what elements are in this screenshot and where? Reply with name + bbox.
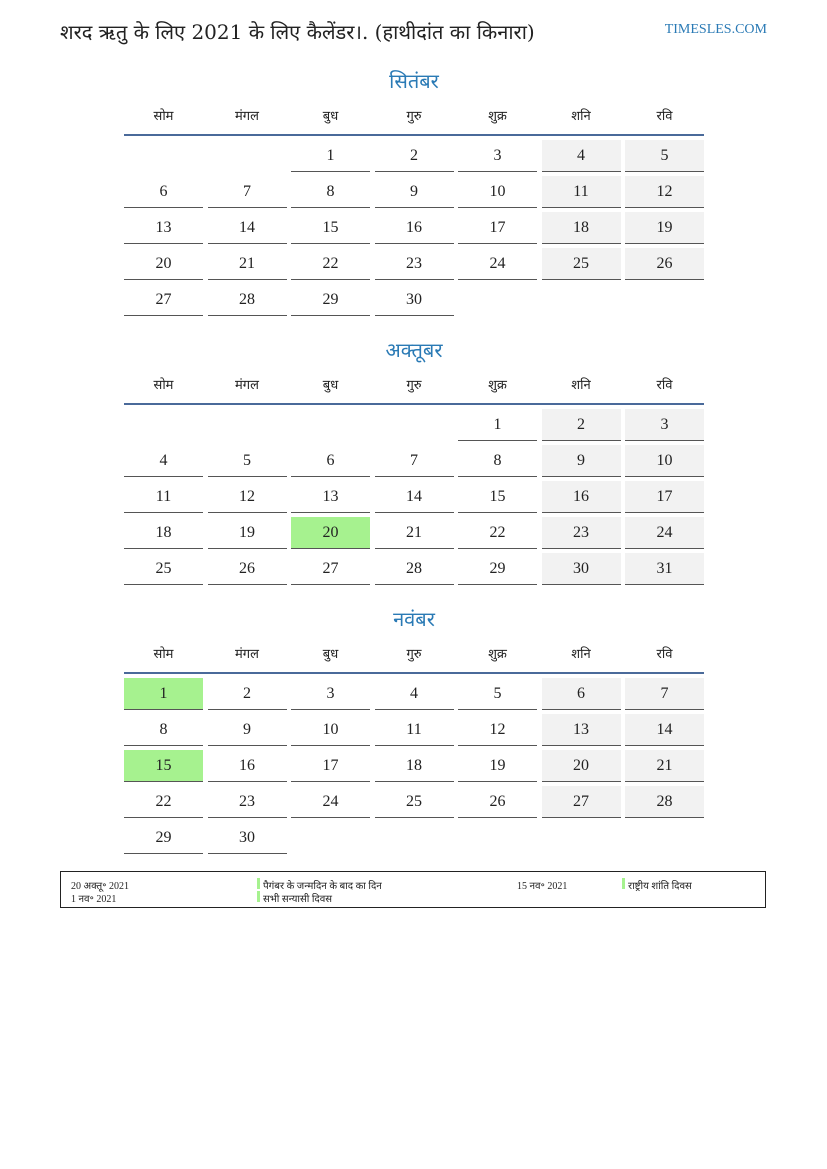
page-title: शरद ऋतु के लिए 2021 के लिए कैलेंडर।. (हाथीदांत का किनारा)	[60, 20, 535, 44]
day-cell: 23	[375, 248, 454, 280]
day-cell: 26	[458, 786, 537, 818]
weekday-wed: बुध	[322, 647, 339, 662]
day-cell: 30	[208, 822, 287, 854]
day-cell: 3	[291, 678, 370, 710]
day-cell: 22	[291, 248, 370, 280]
day-cell: 10	[291, 714, 370, 746]
day-cell: 11	[375, 714, 454, 746]
day-cell: 8	[291, 176, 370, 208]
day-cell: 8	[458, 445, 537, 477]
day-cell: 11	[542, 176, 621, 208]
day-cell: 30	[542, 553, 621, 585]
day-cell: 2	[375, 140, 454, 172]
day-grid	[124, 678, 704, 854]
day-cell: 16	[375, 212, 454, 244]
day-cell: 26	[208, 553, 287, 585]
weekday-thu: गुरु	[406, 378, 422, 393]
weekday-sun: रवि	[656, 378, 673, 393]
legend-date: 1 नव॰ 2021	[71, 894, 117, 905]
brand-link[interactable]: TIMESLES.COM	[664, 22, 767, 37]
day-cell: 13	[542, 714, 621, 746]
day-cell: 1	[291, 140, 370, 172]
legend-label: पैगंबर के जन्मदिन के बाद का दिन	[257, 878, 382, 892]
day-cell: 14	[208, 212, 287, 244]
day-cell: 20	[124, 248, 203, 280]
weekday-sat: शनि	[571, 378, 591, 393]
day-cell: 16	[208, 750, 287, 782]
weekday-fri: शुक्र	[488, 647, 507, 662]
day-cell: 27	[291, 553, 370, 585]
weekday-tue: मंगल	[235, 378, 259, 393]
day-cell: 21	[375, 517, 454, 549]
day-cell: 7	[625, 678, 704, 710]
day-cell: 16	[542, 481, 621, 513]
day-cell: 4	[124, 445, 203, 477]
day-cell: 12	[208, 481, 287, 513]
empty-cell	[291, 409, 370, 441]
month-november	[124, 604, 704, 854]
weekday-sat: शनि	[571, 109, 591, 124]
day-grid	[124, 140, 704, 316]
empty-cell	[208, 140, 287, 172]
weekday-mon: सोम	[153, 647, 174, 662]
day-cell: 15	[291, 212, 370, 244]
day-cell: 4	[375, 678, 454, 710]
day-cell: 29	[458, 553, 537, 585]
weekday-mon: सोम	[153, 378, 174, 393]
month-title: नवंबर	[393, 607, 435, 631]
day-cell: 19	[208, 517, 287, 549]
day-cell: 5	[458, 678, 537, 710]
weekday-tue: मंगल	[235, 647, 259, 662]
holiday-cell: 15	[124, 750, 203, 782]
empty-cell	[124, 409, 203, 441]
day-cell: 9	[208, 714, 287, 746]
weekday-sat: शनि	[571, 647, 591, 662]
day-cell: 3	[458, 140, 537, 172]
day-cell: 27	[542, 786, 621, 818]
day-cell: 7	[375, 445, 454, 477]
legend-label: सभी सन्यासी दिवस	[257, 891, 332, 905]
day-cell: 1	[458, 409, 537, 441]
legend-date: 15 नव॰ 2021	[517, 881, 568, 892]
day-cell: 24	[291, 786, 370, 818]
day-cell: 18	[124, 517, 203, 549]
weekday-thu: गुरु	[406, 109, 422, 124]
weekday-wed: बुध	[322, 378, 339, 393]
month-title: अक्तूबर	[385, 338, 443, 362]
month-title: सितंबर	[389, 69, 439, 93]
day-cell: 17	[458, 212, 537, 244]
day-cell: 18	[375, 750, 454, 782]
day-cell: 10	[458, 176, 537, 208]
day-cell: 11	[124, 481, 203, 513]
day-cell: 25	[375, 786, 454, 818]
day-cell: 12	[458, 714, 537, 746]
day-cell: 8	[124, 714, 203, 746]
day-cell: 22	[458, 517, 537, 549]
weekday-thu: गुरु	[406, 647, 422, 662]
day-cell: 3	[625, 409, 704, 441]
empty-cell	[208, 409, 287, 441]
day-cell: 19	[458, 750, 537, 782]
day-cell: 13	[124, 212, 203, 244]
day-cell: 7	[208, 176, 287, 208]
day-cell: 30	[375, 284, 454, 316]
day-cell: 26	[625, 248, 704, 280]
weekday-header	[124, 96, 704, 136]
holiday-legend	[60, 871, 766, 908]
day-cell: 23	[542, 517, 621, 549]
weekday-fri: शुक्र	[488, 378, 507, 393]
day-cell: 13	[291, 481, 370, 513]
day-cell: 28	[208, 284, 287, 316]
day-cell: 14	[375, 481, 454, 513]
month-october	[124, 335, 704, 585]
day-cell: 28	[625, 786, 704, 818]
day-cell: 17	[625, 481, 704, 513]
day-cell: 14	[625, 714, 704, 746]
day-grid	[124, 409, 704, 585]
weekday-wed: बुध	[322, 109, 339, 124]
day-cell: 17	[291, 750, 370, 782]
weekday-header	[124, 365, 704, 405]
day-cell: 2	[208, 678, 287, 710]
weekday-sun: रवि	[656, 647, 673, 662]
day-cell: 25	[124, 553, 203, 585]
weekday-sun: रवि	[656, 109, 673, 124]
day-cell: 15	[458, 481, 537, 513]
day-cell: 24	[625, 517, 704, 549]
day-cell: 10	[625, 445, 704, 477]
day-cell: 9	[542, 445, 621, 477]
day-cell: 4	[542, 140, 621, 172]
day-cell: 19	[625, 212, 704, 244]
day-cell: 21	[625, 750, 704, 782]
legend-date: 20 अक्तू॰ 2021	[71, 881, 129, 892]
day-cell: 20	[542, 750, 621, 782]
weekday-tue: मंगल	[235, 109, 259, 124]
day-cell: 28	[375, 553, 454, 585]
day-cell: 5	[208, 445, 287, 477]
day-cell: 6	[291, 445, 370, 477]
weekday-fri: शुक्र	[488, 109, 507, 124]
empty-cell	[124, 140, 203, 172]
day-cell: 6	[542, 678, 621, 710]
day-cell: 12	[625, 176, 704, 208]
holiday-cell: 20	[291, 517, 370, 549]
day-cell: 21	[208, 248, 287, 280]
day-cell: 24	[458, 248, 537, 280]
day-cell: 5	[625, 140, 704, 172]
day-cell: 31	[625, 553, 704, 585]
weekday-mon: सोम	[153, 109, 174, 124]
empty-cell	[375, 409, 454, 441]
weekday-header	[124, 634, 704, 674]
month-september	[124, 66, 704, 316]
day-cell: 9	[375, 176, 454, 208]
day-cell: 23	[208, 786, 287, 818]
day-cell: 18	[542, 212, 621, 244]
day-cell: 29	[291, 284, 370, 316]
legend-label: राष्ट्रीय शांति दिवस	[622, 878, 692, 892]
day-cell: 27	[124, 284, 203, 316]
day-cell: 2	[542, 409, 621, 441]
day-cell: 29	[124, 822, 203, 854]
holiday-cell: 1	[124, 678, 203, 710]
day-cell: 22	[124, 786, 203, 818]
day-cell: 25	[542, 248, 621, 280]
day-cell: 6	[124, 176, 203, 208]
